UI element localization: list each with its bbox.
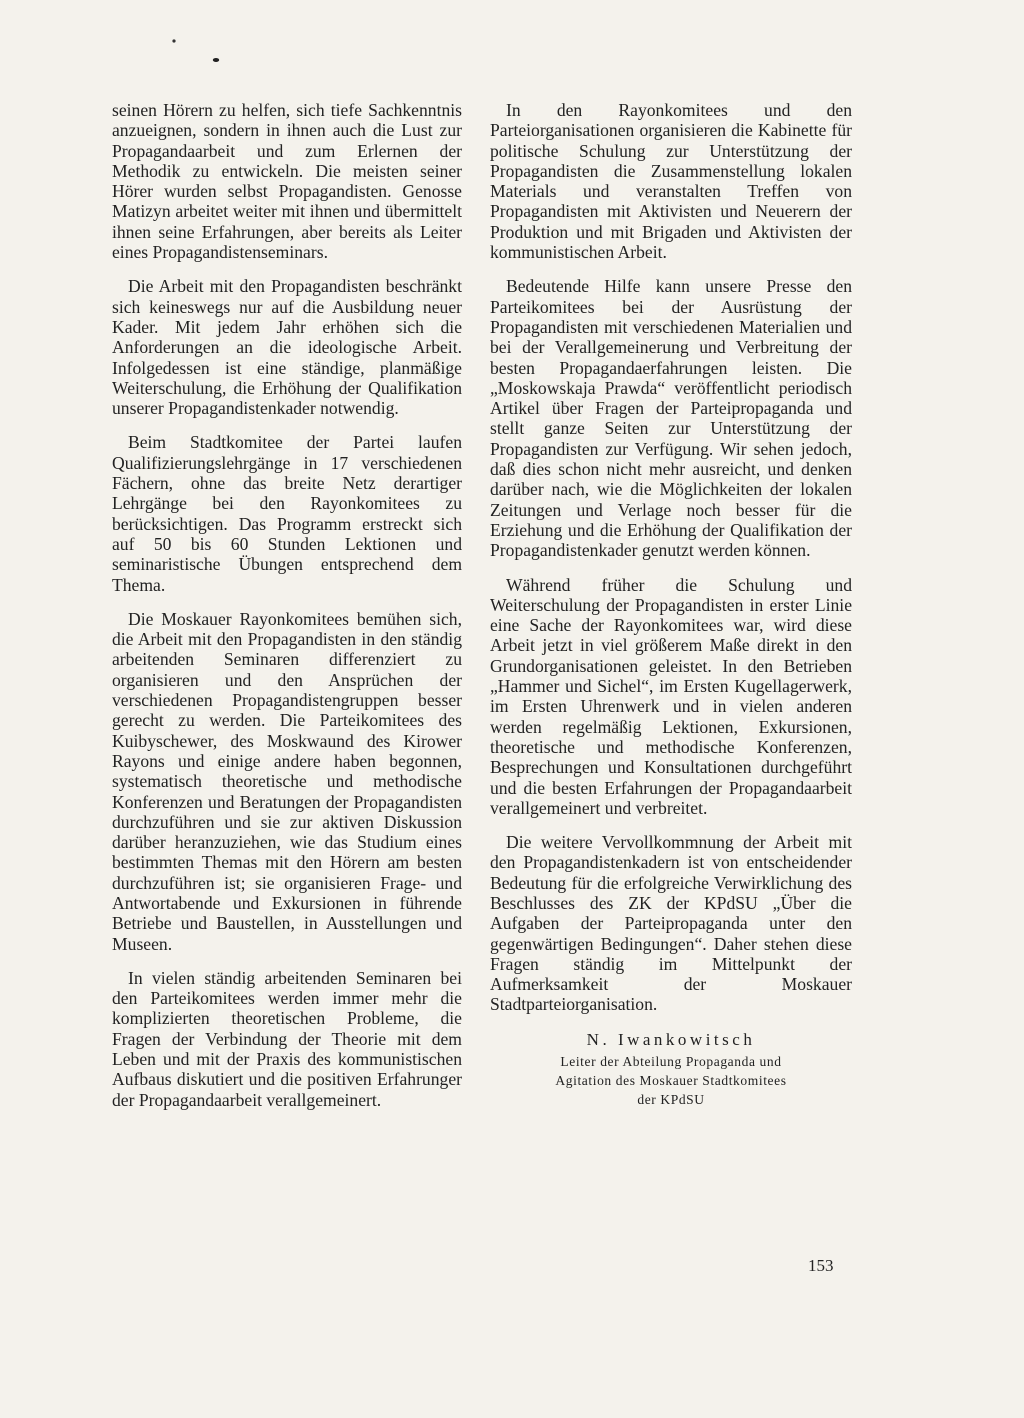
page-number: 153 — [808, 1256, 834, 1275]
paragraph-right-4: Die weitere Vervollkommnung der Arbeit mit den Propagandistenkadern ist von entscheidender Bedeutung für die erfolgreiche Verwirklichung des Beschlusses des ZK der KPdSU „Über die Aufgaben der Parteipropaganda unter den gegenwärtigen Bedingungen“. Daher stehen diese Fragen ständig im Mittelpunkt der Aufmerksamkeit der Moskauer Stadtparteiorganisation. — [490, 832, 852, 1015]
left-column — [112, 100, 462, 1124]
paragraph-right-1: In den Rayonkomitees und den Parteiorganisationen organisieren die Kabinette für politische Schulung zur Unterstützung der Propagandisten die Zusammenstellung lokalen Materials und veranstalten Treffen von Propagandisten mit Aktivisten und Neuerern der Produktion und mit Brigaden und Aktivisten der kommunistischen Arbeit. — [490, 100, 852, 263]
paragraph-left-5: In vielen ständig arbeitenden Seminaren bei den Parteikomitees werden immer mehr die komplizierten theoretischen Probleme, die Fragen der Verbindung der Theorie mit dem Leben und mit der Praxis des kommunistischen Aufbaus diskutiert und die positiven Erfahrunger der Propagandaarbeit verallgemeinert. — [112, 967, 462, 1110]
author-title-line-1: Leiter der Abteilung Propaganda und — [560, 1053, 782, 1069]
scan-specks — [170, 36, 230, 66]
paragraph-right-3: Während früher die Schulung und Weiterschulung der Propagandisten in erster Linie eine Sache der Rayonkomitees war, wird diese Arbeit jetzt in viel größerem Maße direkt in den Grundorganisationen geleistet. In den Betrieben „Hammer und Sichel“, im Ersten Kugellagerwerk, im Ersten Uhrenwerk und in vielen anderen werden regelmäßig Lektionen, Exkursionen, theoretische und methodische Konferenzen, Besprechungen und Konsultationen durchgeführt und die besten Erfahrungen der Propagandaarbeit verallgemeinert und verbreitet. — [490, 574, 852, 818]
author-title-line-2: Agitation des Moskauer Stadtkomitees — [555, 1072, 787, 1088]
paragraph-left-3: Beim Stadtkomitee der Partei laufen Qualifizierungslehrgänge in 17 verschiedenen Fächern, ohne das breite Netz derartiger Lehrgänge bei den Rayonkomitees zu berücksichtigen. Das Programm erstreckt sich auf 50 bis 60 Stunden Lektionen und seminaristische Übungen entsprechend dem Thema. — [112, 432, 462, 595]
paragraph-right-2: Bedeutende Hilfe kann unsere Presse den Parteikomitees bei der Ausrüstung der Propagandisten mit verschiedenen Materialien und bei der Verallgemeinerung und Verbreitung der besten Propagandaerfahrungen leisten. Die „Moskowskaja Prawda“ veröffentlicht periodisch Artikel über Fragen der Parteipropaganda und stellt ganze Seiten zur Unterstützung der Propagandisten zur Verfügung. Wir sehen jedoch, daß dies schon nicht mehr ausreicht, und denken darüber nach, wie die Möglichkeiten der lokalen Zeitungen und Verlage noch besser für die Erziehung und die Erhöhung der Qualifikation der Propagandistenkader genutzt werden können. — [490, 276, 852, 561]
right-column — [490, 100, 852, 1108]
paragraph-left-1: seinen Hörern zu helfen, sich tiefe Sachkenntnis anzueignen, sondern in ihnen auch die Lust zur Propagandaarbeit und zum Erlernen der Methodik zu entwickeln. Die meisten seiner Hörer wurden selbst Propagandisten. Genosse Matizyn arbeitet weiter mit ihnen und übermittelt ihnen seine Erfahrungen, aber bereits als Leiter eines Propagandistenseminars. — [112, 100, 462, 263]
signature-block — [490, 1029, 852, 1108]
author-title-line-3: der KPdSU — [637, 1091, 705, 1107]
paragraph-left-2: Die Arbeit mit den Propagandisten beschränkt sich keineswegs nur auf die Ausbildung neuer Kader. Mit jedem Jahr erhöhen sich die Anforderungen an die ideologische Arbeit. Infolgedessen ist eine ständige, planmäßige Weiterschulung, die Erhöhung der Qualifikation unserer Propagandistenkader notwendig. — [112, 276, 462, 419]
paragraph-left-4: Die Moskauer Rayonkomitees bemühen sich, die Arbeit mit den Propagandisten in den ständig arbeitenden Seminaren differenziert zu organisieren und den Ansprüchen der verschiedenen Propagandistengruppen besser gerecht zu werden. Die Parteikomitees des Kuibyschewer, des Moskwaund des Kirower Rayons und einige andere haben begonnen, systematisch theoretische und methodische Konferenzen und Beratungen der Propagandisten durchzuführen und sie zur aktiven Diskussion darüber heranzuziehen, wie das Studium eines bestimmten Themas mit den Hörern am besten durchzuführen ist; sie organisieren Frage- und Antwortabende und Exkursionen in führende Betriebe und Baustellen, in Ausstellungen und Museen. — [112, 608, 462, 954]
author-name: N. Iwankowitsch — [586, 1029, 756, 1049]
